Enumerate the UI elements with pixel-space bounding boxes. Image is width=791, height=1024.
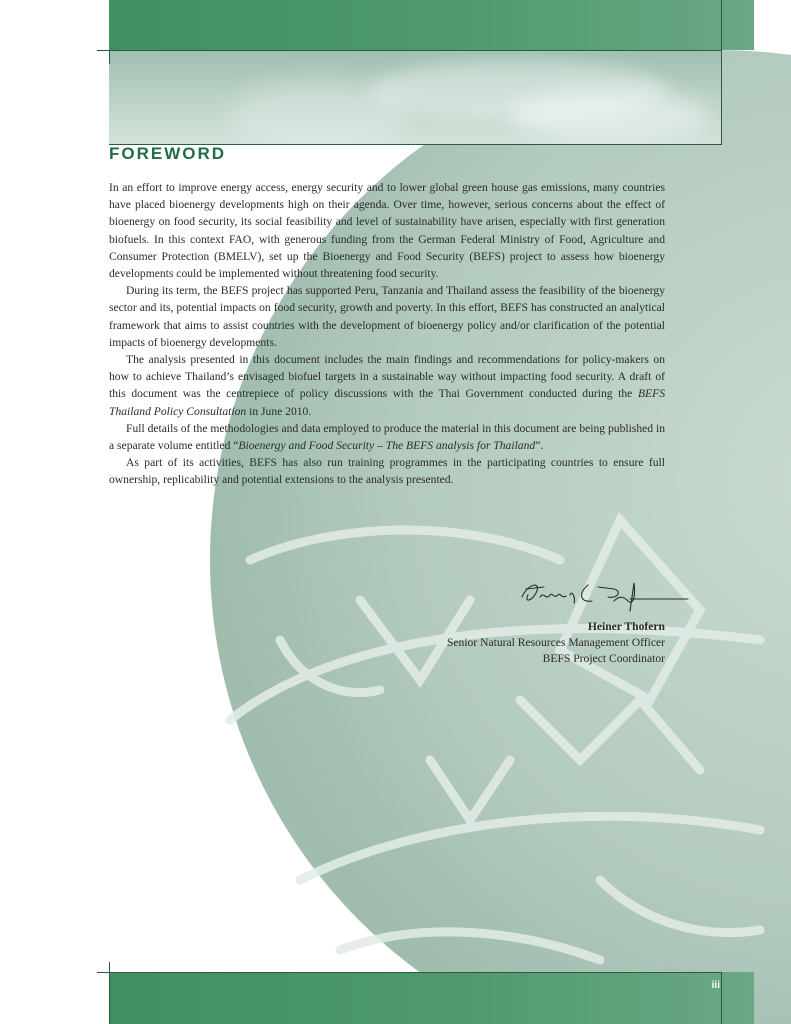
signatory-role: BEFS Project Coordinator [542,652,665,665]
italic-text: BEFS Thailand Policy Consultation [109,387,665,418]
footer-rule-right [721,972,722,1024]
header-earth-photo [109,50,721,145]
signatory-name: Heiner Thofern [587,620,665,633]
text-run: ”. [535,439,544,453]
page-number: iii [711,980,720,991]
text-run: in June 2010. [246,404,312,418]
header-rule-left [109,50,110,64]
header-rule-right [721,0,722,145]
text-run: As part of its activities, BEFS has also run training programmes in the participating countries to ensure full ownership, replicability and potential extensions to the analysis presented. [109,456,665,487]
footer-rule-left [109,962,110,1024]
paragraph [109,454,665,488]
footer-rule [97,972,721,973]
paragraph [109,420,665,454]
paragraph [109,282,665,351]
signature-block [380,619,665,667]
footer-green-band [109,972,754,1024]
header-green-band [109,0,754,50]
header-rule-top [97,50,721,51]
paragraph [109,351,665,420]
text-run: In an effort to improve energy access, energy security and to lower global green house gas emissions, many countries have placed bioenergy developments high on their agenda. Over time, however, serious concerns about the effect of bioenergy on food security, its social feasibility and level of sustainability have arisen, especially with first generation biofuels. In this context FAO, with generous funding from the German Federal Ministry of Food, Agriculture and Consumer Protection (BMELV), set up the Bioenergy and Food Security (BEFS) project to assess how bioenergy developments could be implemented without threatening food security. [109,181,665,281]
text-run: The analysis presented in this document includes the main findings and recommendations for policy-makers on how to achieve Thailand’s envisaged biofuel targets in a sustainable way without impacting food security. A draft of this document was the centrepiece of policy discussions with the Thai Government conducted during the [109,353,665,401]
page-title: FOREWORD [109,144,227,163]
paragraph [109,179,665,282]
text-run: Full details of the methodologies and data employed to produce the material in this document are being published in a separate volume entitled “ [109,421,665,453]
foreword-body [109,179,665,489]
text-run: During its term, the BEFS project has supported Peru, Tanzania and Thailand assess the feasibility of the bioenergy sector and its, potential impacts on food security, growth and poverty. In this effort, BEFS has constructed an analytical framework that aims to assist countries with the development of bioenergy policy and/or clarification of the potential impacts of bioenergy developments. [109,284,665,349]
signature-icon [518,575,690,615]
signatory-title: Senior Natural Resources Management Officer [446,636,665,649]
italic-text: Bioenergy and Food Security – The BEFS analysis for Thailand [238,439,536,453]
